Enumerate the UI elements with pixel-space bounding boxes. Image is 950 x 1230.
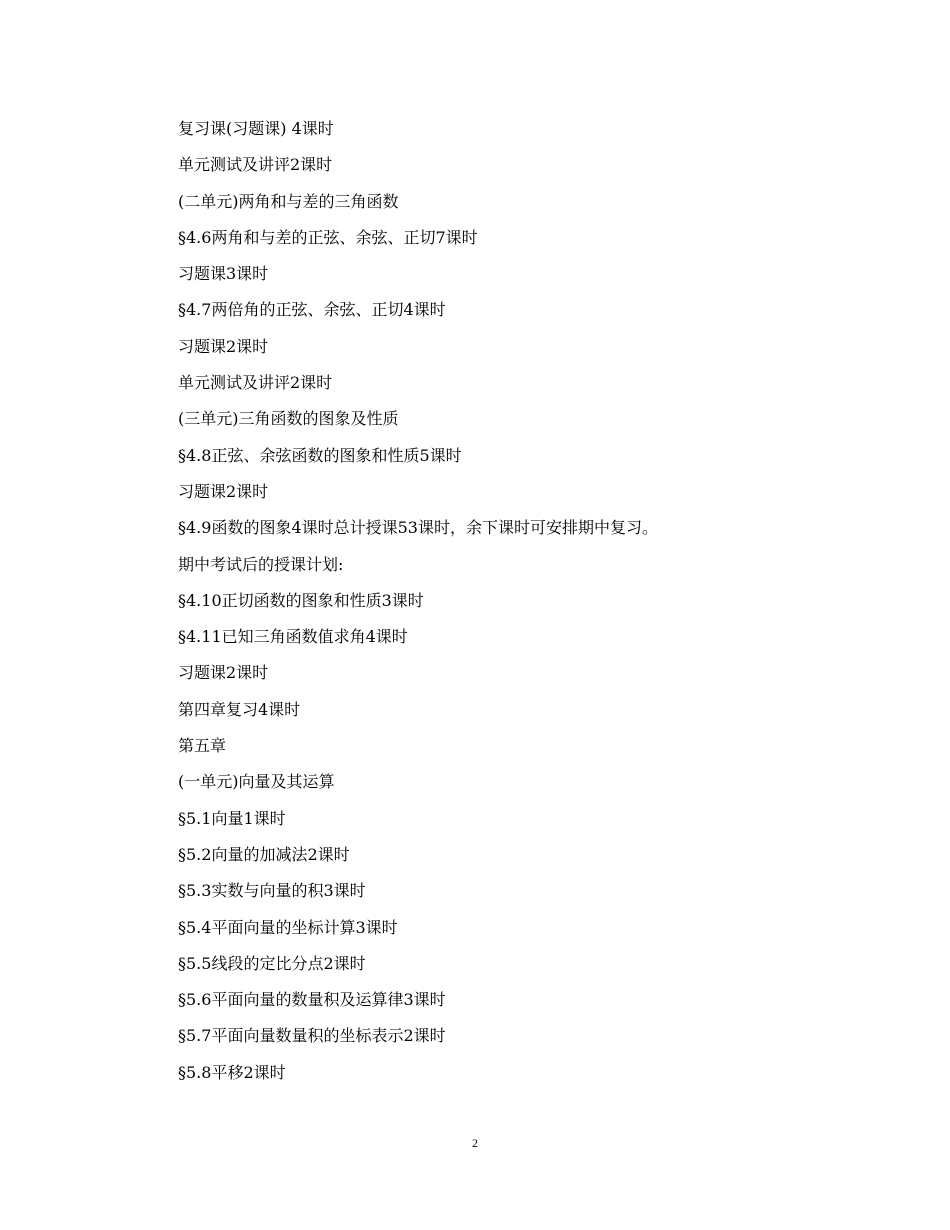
text-line: 习题课2课时: [178, 663, 269, 683]
document-body: [178, 116, 878, 1096]
text-line: §5.8平移2课时: [178, 1062, 286, 1082]
section-heading: 期中考试后的授课计划:: [178, 554, 344, 574]
text-line: §4.10正切函数的图象和性质3课时: [178, 590, 424, 610]
section-heading: (一单元)向量及其运算: [178, 772, 335, 792]
text-line: §5.5线段的定比分点2课时: [178, 953, 366, 973]
text-line: 单元测试及讲评2课时: [178, 373, 333, 393]
text-line: 习题课3课时: [178, 264, 269, 284]
text-line: §4.6两角和与差的正弦、余弦、正切7课时: [178, 227, 478, 247]
text-line: §5.3实数与向量的积3课时: [178, 881, 366, 901]
text-line: 单元测试及讲评2课时: [178, 155, 333, 175]
text-line: §4.7两倍角的正弦、余弦、正切4课时: [178, 300, 446, 320]
text-line: 习题课2课时: [178, 336, 269, 356]
text-line: 第四章复习4课时: [178, 699, 301, 719]
text-line: §4.8正弦、余弦函数的图象和性质5课时: [178, 445, 462, 465]
text-line: §5.2向量的加减法2课时: [178, 844, 350, 864]
text-line: 复习课(习题课) 4课时: [178, 119, 334, 138]
text-line: §4.11已知三角函数值求角4课时: [178, 627, 408, 647]
section-heading: (三单元)三角函数的图象及性质: [178, 409, 399, 429]
chapter-heading: 第五章: [178, 736, 227, 756]
text-line: §5.6平面向量的数量积及运算律3课时: [178, 990, 446, 1010]
section-heading: (二单元)两角和与差的三角函数: [178, 191, 399, 211]
text-line: 习题课2课时: [178, 481, 269, 501]
text-line: §5.4平面向量的坐标计算3课时: [178, 917, 398, 937]
text-line: §4.9函数的图象4课时总计授课53课时，余下课时可安排期中复习。: [178, 518, 658, 538]
text-line: §5.1向量1课时: [178, 808, 286, 828]
page-number: 2: [472, 1136, 478, 1150]
text-line: §5.7平面向量数量积的坐标表示2课时: [178, 1026, 446, 1046]
